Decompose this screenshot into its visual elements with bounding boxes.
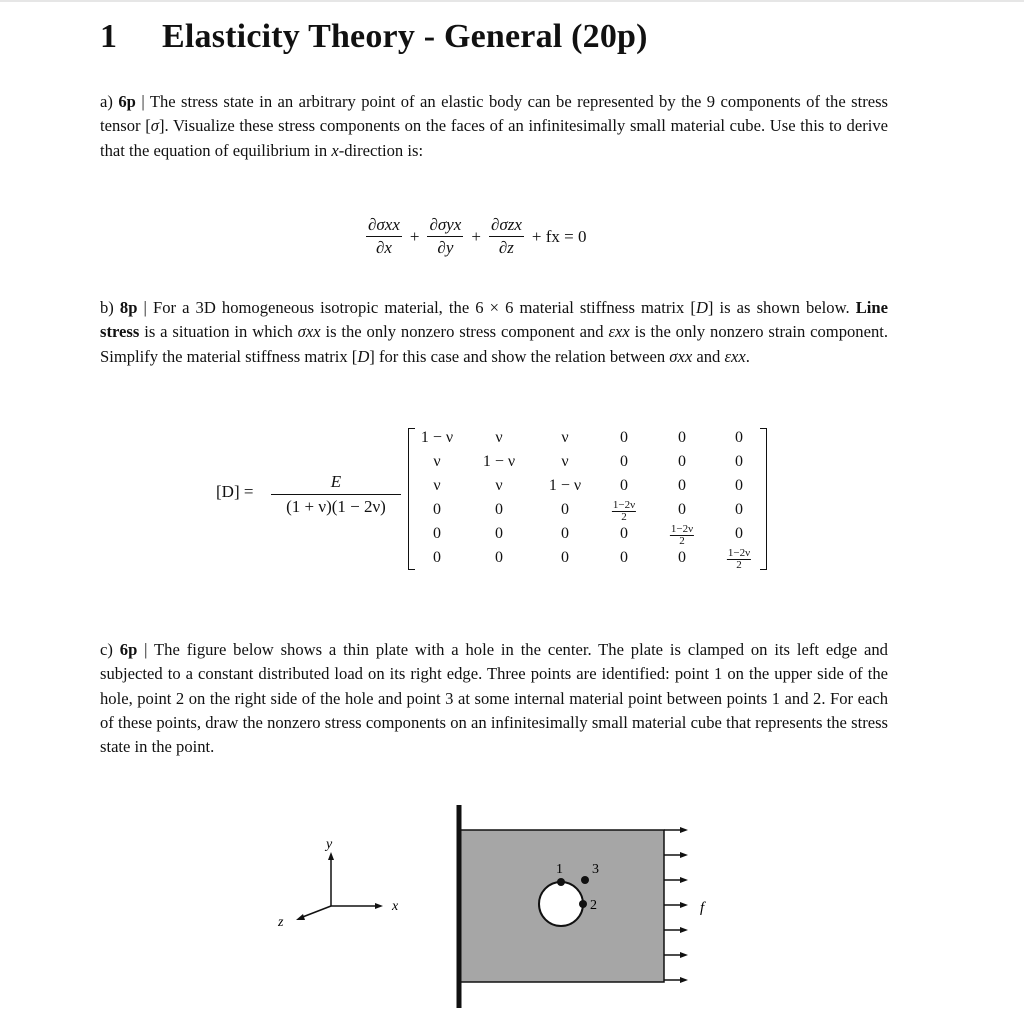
matrix-cell: ν bbox=[495, 429, 503, 446]
part-b-text bbox=[100, 296, 888, 369]
part-b-text-2: ] is as shown below. bbox=[707, 298, 856, 317]
matrix-cell bbox=[612, 500, 636, 523]
matrix-cell: 0 bbox=[620, 477, 628, 494]
point-2-marker bbox=[579, 900, 587, 908]
part-b-sxx2: σxx bbox=[669, 346, 693, 366]
part-b-text-3: is a situation in which bbox=[139, 322, 298, 342]
part-a-text bbox=[100, 90, 888, 163]
load-label: f bbox=[700, 900, 705, 916]
part-a-points: 6p bbox=[118, 92, 136, 111]
plate-hole bbox=[539, 882, 583, 926]
matrix-cell: 0 bbox=[678, 501, 686, 518]
matrix-cell: ν bbox=[561, 429, 569, 446]
eq-term-1 bbox=[366, 214, 402, 259]
part-b-text-6: ] for this case and show the relation between bbox=[369, 346, 670, 366]
matrix-cell bbox=[727, 548, 751, 571]
matrix-coefficient bbox=[271, 470, 401, 519]
matrix-cell bbox=[670, 524, 694, 547]
matrix-frac-num: 1−2ν bbox=[612, 499, 636, 511]
matrix-cell: ν bbox=[433, 453, 441, 470]
top-rule bbox=[0, 0, 1024, 2]
load-arrow-head bbox=[680, 827, 688, 833]
matrix-cell: 1 − ν bbox=[420, 429, 454, 446]
axis-x-label: x bbox=[392, 899, 399, 914]
matrix-cell: 0 bbox=[561, 549, 569, 566]
matrix-frac-den: 2 bbox=[621, 511, 627, 523]
part-c-body: The figure below shows a thin plate with a hole in the center. The plate is clamped on its left edge and subjected to a constant distributed load on its right edge. Three points are identified: point 1 on the upper side of the hole, point 2 on the right side of the hole and point 3 at some internal material point between points 1 and 2. For each of these points, draw the nonzero stress components on an infinitesimally small material cube that represents the stress state in the point. bbox=[100, 640, 888, 757]
part-b-sxx: σxx bbox=[297, 322, 321, 342]
x-axis-arrow bbox=[375, 903, 383, 909]
eq-term-2-den: ∂y bbox=[437, 238, 454, 257]
matrix-cell: 0 bbox=[561, 501, 569, 518]
part-a-sigma: σ bbox=[150, 116, 159, 136]
matrix-cell: ν bbox=[433, 477, 441, 494]
plate-figure bbox=[270, 800, 730, 1010]
distributed-load-arrows bbox=[664, 827, 688, 983]
part-b-exx2: εxx bbox=[724, 346, 746, 366]
matrix-cell: 0 bbox=[620, 429, 628, 446]
matrix-left-bracket bbox=[408, 428, 415, 570]
eq-term-3-num: ∂σzx bbox=[489, 214, 524, 237]
eq-term-1-den: ∂x bbox=[375, 238, 392, 257]
load-arrow-head bbox=[680, 902, 688, 908]
part-b-text-5: is the only nonzero strain component. Simplify the material stiffness matrix [ bbox=[100, 322, 888, 366]
axis-z-label: z bbox=[278, 915, 284, 930]
z-axis-arrow bbox=[296, 914, 305, 920]
matrix-right-bracket bbox=[760, 428, 767, 570]
part-a-x: x bbox=[331, 140, 339, 160]
eq-term-2 bbox=[427, 214, 463, 259]
matrix-cell: 0 bbox=[678, 477, 686, 494]
matrix-cell: 0 bbox=[620, 453, 628, 470]
part-b-text-7: and bbox=[692, 346, 725, 366]
part-c-text bbox=[100, 638, 888, 759]
z-axis-line bbox=[300, 906, 331, 918]
axis-y-label: y bbox=[326, 837, 333, 852]
load-arrow-head bbox=[680, 877, 688, 883]
matrix-cell: 0 bbox=[433, 549, 441, 566]
point-1-label: 1 bbox=[556, 862, 563, 877]
y-axis-arrow bbox=[328, 852, 334, 860]
eq-term-1-num: ∂σxx bbox=[366, 214, 402, 237]
matrix-cell: 0 bbox=[561, 525, 569, 542]
matrix-cell: ν bbox=[495, 477, 503, 494]
matrix-frac-num: 1−2ν bbox=[727, 547, 751, 559]
part-b-points: 8p bbox=[119, 298, 138, 317]
matrix-cell: 1 − ν bbox=[548, 477, 582, 494]
part-a-text-1: The stress state in an arbitrary point of an elastic body can be represented by the 9 components of the stress tensor [ bbox=[100, 92, 889, 136]
point-3-marker bbox=[581, 876, 589, 884]
load-arrow-head bbox=[680, 852, 688, 858]
matrix-cell: 0 bbox=[735, 453, 743, 470]
part-b-exx: εxx bbox=[608, 322, 630, 342]
part-b-text-4: is the only nonzero stress component and bbox=[320, 322, 609, 342]
eq-term-2-num: ∂σyx bbox=[427, 214, 463, 237]
matrix-cell: 0 bbox=[620, 549, 628, 566]
load-arrow-head bbox=[680, 952, 688, 958]
eq-plus-1: + bbox=[409, 226, 420, 246]
point-1-marker bbox=[557, 878, 565, 886]
matrix-cell: 0 bbox=[495, 501, 503, 518]
matrix-frac-den: 2 bbox=[736, 559, 742, 571]
stiffness-matrix bbox=[216, 424, 776, 574]
matrix-cell: 1 − ν bbox=[482, 453, 516, 470]
matrix-coef-den: (1 + ν)(1 − 2ν) bbox=[286, 497, 386, 516]
matrix-cell: 0 bbox=[495, 549, 503, 566]
eq-term-3-den: ∂z bbox=[498, 238, 514, 257]
part-c-label: c) bbox=[100, 640, 113, 659]
part-c-sep: | bbox=[144, 640, 148, 659]
point-3-label: 3 bbox=[592, 862, 599, 877]
equilibrium-equation bbox=[362, 214, 590, 259]
section-number: 1 bbox=[100, 18, 118, 55]
matrix-cell: 0 bbox=[735, 501, 743, 518]
part-b-D2: D bbox=[357, 346, 370, 366]
matrix-cell: 0 bbox=[735, 477, 743, 494]
matrix-cell: 0 bbox=[433, 525, 441, 542]
load-arrow-head bbox=[680, 927, 688, 933]
matrix-cell: 0 bbox=[495, 525, 503, 542]
section-title-text: Elasticity Theory - General (20p) bbox=[162, 18, 648, 55]
part-a-text-3: -direction is: bbox=[338, 140, 424, 160]
eq-tail: + fx = 0 bbox=[531, 226, 587, 246]
part-a-label: a) bbox=[100, 92, 113, 111]
matrix-lhs: [D] = bbox=[216, 482, 254, 501]
part-b-sep: | bbox=[143, 298, 147, 317]
matrix-cell: 0 bbox=[678, 549, 686, 566]
section-title bbox=[100, 18, 648, 56]
matrix-cell: 0 bbox=[678, 453, 686, 470]
part-a-sep: | bbox=[141, 92, 145, 111]
matrix-coef-num: E bbox=[271, 470, 401, 495]
matrix-cell: 0 bbox=[735, 429, 743, 446]
eq-term-3 bbox=[489, 214, 524, 259]
matrix-cell: 0 bbox=[678, 429, 686, 446]
coordinate-axes bbox=[277, 837, 399, 930]
part-b-label: b) bbox=[100, 298, 114, 317]
part-c-points: 6p bbox=[119, 640, 138, 659]
matrix-frac-den: 2 bbox=[679, 535, 685, 547]
matrix-cell: ν bbox=[561, 453, 569, 470]
matrix-cell: 0 bbox=[433, 501, 441, 518]
part-b-text-8: . bbox=[745, 346, 750, 366]
part-b-bold: Line stress bbox=[100, 298, 888, 342]
load-arrow-head bbox=[680, 977, 688, 983]
point-2-label: 2 bbox=[590, 898, 597, 913]
matrix-cell: 0 bbox=[620, 525, 628, 542]
matrix-frac-num: 1−2ν bbox=[670, 523, 694, 535]
eq-plus-2: + bbox=[471, 226, 481, 246]
part-b-text-1: For a 3D homogeneous isotropic material, the 6 × 6 material stiffness matrix [ bbox=[152, 298, 696, 317]
part-b-D: D bbox=[695, 298, 708, 317]
part-a-text-2: ]. Visualize these stress components on the faces of an infinitesimally small material cube. Use this to derive that the equation of equilibrium in bbox=[100, 116, 888, 160]
matrix-cell: 0 bbox=[735, 525, 743, 542]
